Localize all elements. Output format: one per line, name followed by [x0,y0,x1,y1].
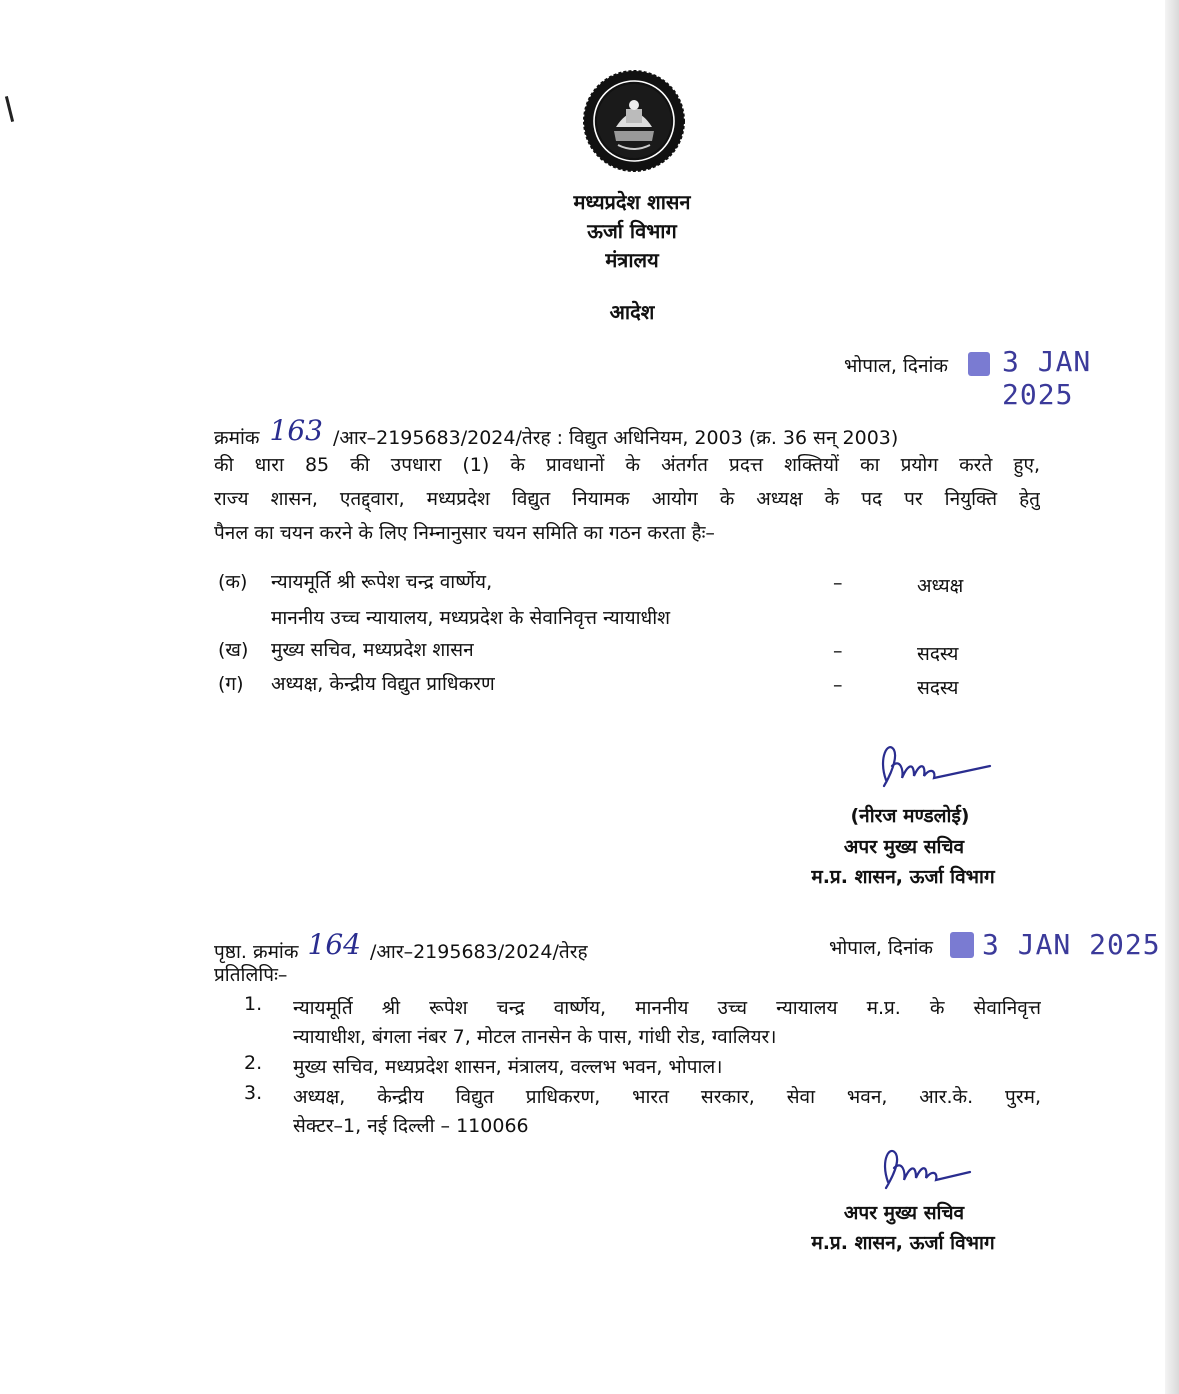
member-role-kha: सदस्य [917,643,959,665]
order-number-prefix: क्रमांक [214,427,260,449]
copy-number-1: 1. [244,993,263,1015]
copy-text-1-line-1: न्यायमूर्ति श्री रूपेश चन्द्र वार्ष्णेय, माननीय उच्च न्यायालय म.प्र. के सेवानिवृत्त [293,997,1041,1019]
copy-number-3: 3. [244,1082,263,1104]
signatory-office-1: म.प्र. शासन, ऊर्जा विभाग [811,866,995,888]
order-body-line-3: पैनल का चयन करने के लिए निम्नानुसार चयन समिति का गठन करता हैः– [214,522,715,544]
member-dash-ka: – [833,572,843,594]
endorsement-number-handwritten: 164 [307,928,361,961]
page-edge-mark [5,96,14,122]
handwritten-signature-1 [874,736,998,796]
member-role-ga: सदस्य [917,677,959,699]
signatory-designation-1: अपर मुख्य सचिव [843,836,965,858]
handwritten-signature-2 [876,1140,976,1196]
endorsement-number-prefix: पृष्ठा. क्रमांक [214,941,299,963]
endorsement-place-date-label: भोपाल, दिनांक [829,937,934,959]
order-place-date-label: भोपाल, दिनांक [844,355,949,377]
member-label-kha: (ख) [218,639,249,661]
copy-label: प्रतिलिपिः– [214,964,288,986]
order-number-line [214,414,1040,451]
header-department: ऊर्जा विभाग [587,219,677,243]
copy-number-2: 2. [244,1052,263,1074]
signatory-name: (नीरज मण्डलोई) [850,805,970,827]
state-emblem-seal [582,69,686,173]
endorsement-number-suffix: /आर–2195683/2024/तेरह [370,941,588,963]
copy-text-2-line-1: मुख्य सचिव, मध्यप्रदेश शासन, मंत्रालय, वल्लभ भवन, भोपाल। [293,1056,723,1078]
order-date-stamp: 3 JAN 2025 [1002,345,1092,411]
member-dash-kha: – [833,640,843,662]
member-text-ka-2: माननीय उच्च न्यायालय, मध्यप्रदेश के सेवानिवृत्त न्यायाधीश [271,607,671,629]
member-role-ka: अध्यक्ष [917,575,964,597]
member-text-ga: अध्यक्ष, केन्द्रीय विद्युत प्राधिकरण [271,673,495,695]
header-ministry: मंत्रालय [605,248,659,272]
member-label-ga: (ग) [218,673,244,695]
endorsement-date-stamp: 3 JAN 2025 [982,928,1161,961]
member-dash-ga: – [833,674,843,696]
stamp-ink-smudge-2 [950,932,974,958]
copy-text-1-line-2: न्यायाधीश, बंगला नंबर 7, मोटल तानसेन के पास, गांधी रोड, ग्वालियर। [293,1026,777,1048]
member-label-ka: (क) [218,571,248,593]
signatory-office-2: म.प्र. शासन, ऊर्जा विभाग [811,1232,995,1254]
member-text-ka-1: न्यायमूर्ति श्री रूपेश चन्द्र वार्ष्णेय, [271,571,493,593]
copy-text-3-line-2: सेक्टर–1, नई दिल्ली – 110066 [293,1115,529,1137]
order-body-line-2: राज्य शासन, एतद्द्वारा, मध्यप्रदेश विद्युत नियामक आयोग के अध्यक्ष के पद पर नियुक्ति हेतु [214,488,1040,510]
member-text-kha: मुख्य सचिव, मध्यप्रदेश शासन [271,639,474,661]
copy-text-3-line-1: अध्यक्ष, केन्द्रीय विद्युत प्राधिकरण, भारत सरकार, सेवा भवन, आर.के. पुरम, [293,1086,1041,1108]
stamp-ink-smudge [968,352,990,376]
order-number-handwritten: 163 [269,414,323,447]
order-body-line-1: की धारा 85 की उपधारा (1) के प्रावधानों के अंतर्गत प्रदत्त शक्तियों का प्रयोग करते हुए, [214,454,1040,476]
order-number-suffix: /आर–2195683/2024/तेरह : विद्युत अधिनियम, 2003 (क्र. 36 सन् 2003) [333,427,899,449]
header-government: मध्यप्रदेश शासन [573,190,691,214]
order-title: आदेश [609,300,655,324]
signatory-designation-2: अपर मुख्य सचिव [843,1202,965,1224]
